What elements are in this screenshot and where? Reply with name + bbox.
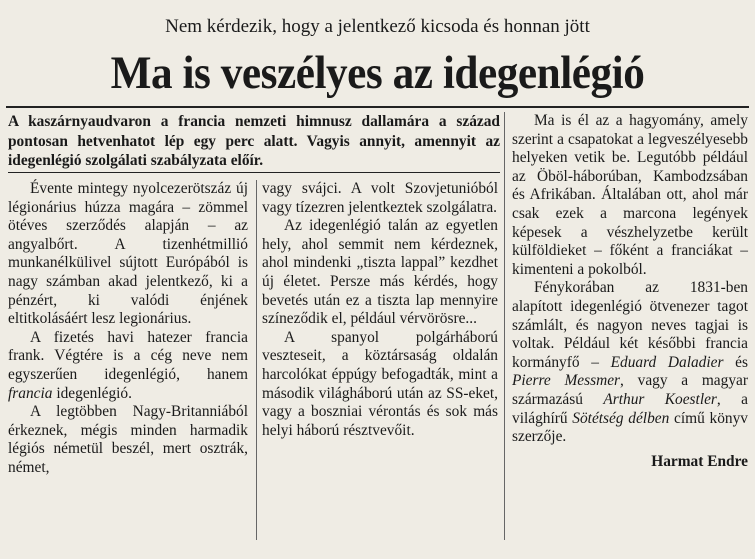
column-3: [512, 112, 748, 471]
col2-paragraph-2: Az idegenlégió talán az egyetlen hely, ahol semmit nem kérdeznek, ahol mindenki „tiszta lappal” kezdhet új életet. Persze más kérdés, hogy bevetés után ez a tiszta lap mennyire színeződik el, például vérvörösre...: [262, 217, 498, 328]
column-1: [8, 180, 248, 478]
col2-paragraph-3: A spanyol polgárháború veszteseit, a köztársaság oldalán harcolókat éppúgy befogadták, mint a második világháború után az SS-eket, vagy a boszniai vérontás és sok más helyi háború résztvevőit.: [262, 328, 498, 439]
column-separator-2: [504, 112, 505, 540]
col1-paragraph-3: A legtöbben Nagy-Britanniából érkeznek, mégis minden harmadik légiós németül beszél, mert osztrák, német,: [8, 403, 248, 476]
byline: Harmat Endre: [651, 452, 748, 470]
column-separator-1: [256, 180, 257, 540]
col1-paragraph-2: A fizetés havi hatezer francia frank. Végtére is a cég neve nem egyszerűen idegenlégió, hanem francia idegenlégió.: [8, 328, 248, 402]
kicker: Nem kérdezik, hogy a jelentkező kicsoda és honnan jött: [165, 16, 590, 37]
lead-rule: [8, 172, 500, 173]
col3-paragraph-1: Ma is él az a hagyomány, amely szerint a csapatokat a legveszélyesebb helyeken vetik be. Legutóbb például az Öböl-háborúban, Kambodzsában és Afrikában. Általában ott, ahol már csak ezek a marcona legények képesek a vészhelyzetbe került külföldieket – főként a franciákat – kimenteni a pokolból.: [512, 112, 748, 278]
col3-paragraph-2: Fénykorában az 1831-ben alapított idegenlégió ötvenezer tagot számlált, és nagyon neves tagjai is voltak. Például két későbbi francia kormányfő – Eduard Daladier és Pierre Messmer, vagy a magyar származású Arthur Koestler, a világhírű Sötétség délben című könyv szerzője.: [512, 279, 748, 446]
column-2: [262, 180, 498, 440]
col1-paragraph-1: Évente mintegy nyolcezerötszáz új légionárius húzza magára – zömmel ötéves szerződés alapján – az angyalbőrt. A tizenhétmillió munkanélkülivel sújtott Európából is nagy számban akad jelentkező, ki a pénzért, ki valódi énjének eltitkolásáért lesz legionárius.: [8, 180, 248, 328]
headline-rule: [6, 106, 749, 108]
headline: Ma is veszélyes az idegenlégió: [110, 47, 645, 99]
col2-paragraph-1: vagy svájci. A volt Szovjetunióból vagy tízezren jelentkeztek szolgálatra.: [262, 180, 498, 216]
lead-paragraph: A kaszárnyaudvaron a francia nemzeti himnusz dallamára a század pontosan hetvenhatot lép egy perc alatt. Vagyis annyit, amennyit az idegenlégió szolgálati szabályzata előír.: [8, 113, 500, 169]
